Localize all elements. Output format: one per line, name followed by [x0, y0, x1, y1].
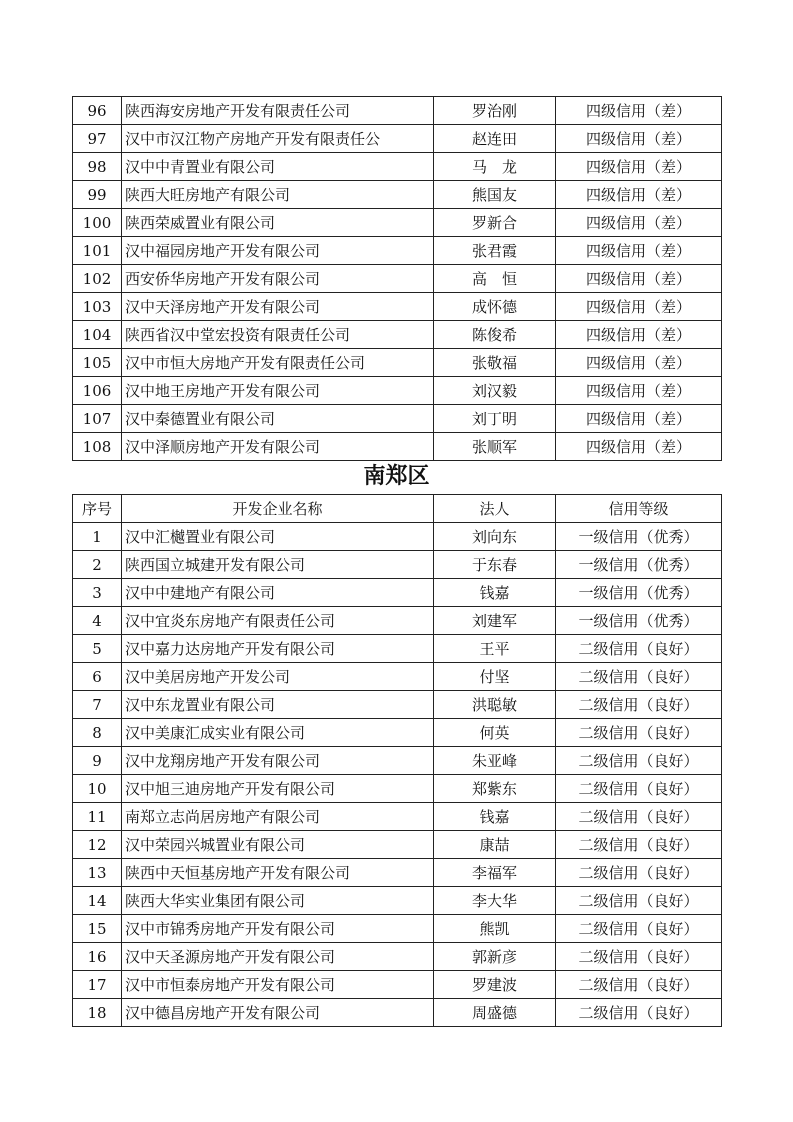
- credit-level: 四级信用（差）: [556, 349, 722, 377]
- company-name: 汉中市恒大房地产开发有限责任公司: [122, 349, 434, 377]
- row-number: 98: [73, 153, 122, 181]
- credit-level: 二级信用（良好）: [556, 803, 722, 831]
- table-row: [73, 209, 722, 237]
- row-number: 104: [73, 321, 122, 349]
- legal-representative: 熊凯: [434, 915, 556, 943]
- legal-representative: 郭新彦: [434, 943, 556, 971]
- company-name: 汉中中青置业有限公司: [122, 153, 434, 181]
- credit-level: 四级信用（差）: [556, 293, 722, 321]
- table-row: [73, 97, 722, 125]
- row-number: 97: [73, 125, 122, 153]
- legal-representative: 陈俊希: [434, 321, 556, 349]
- table-row: [73, 803, 722, 831]
- row-number: 4: [73, 607, 122, 635]
- row-number: 16: [73, 943, 122, 971]
- row-number: 9: [73, 747, 122, 775]
- company-name: 汉中地王房地产开发有限公司: [122, 377, 434, 405]
- legal-representative: 刘向东: [434, 523, 556, 551]
- company-name: 汉中市恒泰房地产开发有限公司: [122, 971, 434, 999]
- row-number: 1: [73, 523, 122, 551]
- credit-level: 四级信用（差）: [556, 237, 722, 265]
- row-number: 15: [73, 915, 122, 943]
- legal-representative: 周盛德: [434, 999, 556, 1027]
- header-credit-level: 信用等级: [556, 495, 722, 523]
- legal-representative: 钱嘉: [434, 579, 556, 607]
- company-name: 汉中泽顺房地产开发有限公司: [122, 433, 434, 461]
- row-number: 11: [73, 803, 122, 831]
- company-name: 汉中龙翔房地产开发有限公司: [122, 747, 434, 775]
- row-number: 102: [73, 265, 122, 293]
- table-row: [73, 181, 722, 209]
- row-number: 6: [73, 663, 122, 691]
- credit-level: 二级信用（良好）: [556, 747, 722, 775]
- table-row: [73, 293, 722, 321]
- row-number: 5: [73, 635, 122, 663]
- row-number: 12: [73, 831, 122, 859]
- table-row: [73, 831, 722, 859]
- credit-level: 二级信用（良好）: [556, 691, 722, 719]
- credit-level: 二级信用（良好）: [556, 719, 722, 747]
- table-row: [73, 775, 722, 803]
- credit-level: 四级信用（差）: [556, 321, 722, 349]
- row-number: 7: [73, 691, 122, 719]
- company-name: 陕西荣威置业有限公司: [122, 209, 434, 237]
- legal-representative: 张顺军: [434, 433, 556, 461]
- legal-representative: 赵连田: [434, 125, 556, 153]
- row-number: 14: [73, 887, 122, 915]
- row-number: 99: [73, 181, 122, 209]
- legal-representative: 刘丁明: [434, 405, 556, 433]
- company-name: 汉中市汉江物产房地产开发有限责任公: [122, 125, 434, 153]
- legal-representative: 张君霞: [434, 237, 556, 265]
- legal-representative: 李福军: [434, 859, 556, 887]
- table-row: [73, 747, 722, 775]
- company-name: 汉中福园房地产开发有限公司: [122, 237, 434, 265]
- credit-level: 一级信用（优秀）: [556, 607, 722, 635]
- credit-level: 四级信用（差）: [556, 377, 722, 405]
- table-row: [73, 635, 722, 663]
- table-row: [73, 551, 722, 579]
- legal-representative: 高 恒: [434, 265, 556, 293]
- row-number: 100: [73, 209, 122, 237]
- legal-representative: 熊国友: [434, 181, 556, 209]
- company-name: 陕西海安房地产开发有限责任公司: [122, 97, 434, 125]
- row-number: 17: [73, 971, 122, 999]
- table-row: [73, 607, 722, 635]
- table-row: [73, 943, 722, 971]
- table-row: [73, 999, 722, 1027]
- company-name: 汉中美居房地产开发公司: [122, 663, 434, 691]
- company-name: 陕西省汉中堂宏投资有限责任公司: [122, 321, 434, 349]
- company-name: 汉中荣园兴城置业有限公司: [122, 831, 434, 859]
- legal-representative: 刘汉毅: [434, 377, 556, 405]
- credit-level: 四级信用（差）: [556, 153, 722, 181]
- legal-representative: 罗新合: [434, 209, 556, 237]
- table-row: [73, 321, 722, 349]
- legal-representative: 马 龙: [434, 153, 556, 181]
- company-name: 汉中德昌房地产开发有限公司: [122, 999, 434, 1027]
- company-name: 汉中旭三迪房地产开发有限公司: [122, 775, 434, 803]
- credit-level: 二级信用（良好）: [556, 943, 722, 971]
- credit-level: 四级信用（差）: [556, 405, 722, 433]
- company-name: 汉中中建地产有限公司: [122, 579, 434, 607]
- table-row: [73, 265, 722, 293]
- legal-representative: 罗治刚: [434, 97, 556, 125]
- row-number: 3: [73, 579, 122, 607]
- credit-level: 一级信用（优秀）: [556, 523, 722, 551]
- table-row: [73, 887, 722, 915]
- company-name: 汉中天圣源房地产开发有限公司: [122, 943, 434, 971]
- company-name: 汉中美康汇成实业有限公司: [122, 719, 434, 747]
- table-row: [73, 433, 722, 461]
- credit-table-nanzheng-body: [73, 523, 722, 1027]
- table-row: [73, 719, 722, 747]
- credit-level: 四级信用（差）: [556, 209, 722, 237]
- legal-representative: 王平: [434, 635, 556, 663]
- legal-representative: 成怀德: [434, 293, 556, 321]
- table-row: [73, 405, 722, 433]
- table-row: [73, 915, 722, 943]
- table-row: [73, 579, 722, 607]
- credit-level: 二级信用（良好）: [556, 663, 722, 691]
- credit-level: 二级信用（良好）: [556, 915, 722, 943]
- table-row: [73, 691, 722, 719]
- header-legal-rep: 法人: [434, 495, 556, 523]
- row-number: 107: [73, 405, 122, 433]
- legal-representative: 朱亚峰: [434, 747, 556, 775]
- table-row: [73, 237, 722, 265]
- legal-representative: 刘建军: [434, 607, 556, 635]
- credit-level: 一级信用（优秀）: [556, 579, 722, 607]
- row-number: 108: [73, 433, 122, 461]
- legal-representative: 洪聪敏: [434, 691, 556, 719]
- table-row: [73, 859, 722, 887]
- legal-representative: 于东春: [434, 551, 556, 579]
- legal-representative: 康喆: [434, 831, 556, 859]
- legal-representative: 郑紫东: [434, 775, 556, 803]
- company-name: 汉中嘉力达房地产开发有限公司: [122, 635, 434, 663]
- row-number: 103: [73, 293, 122, 321]
- company-name: 南郑立志尚居房地产有限公司: [122, 803, 434, 831]
- credit-table-continued: [72, 96, 722, 461]
- row-number: 13: [73, 859, 122, 887]
- row-number: 2: [73, 551, 122, 579]
- row-number: 106: [73, 377, 122, 405]
- table-row: [73, 349, 722, 377]
- row-number: 10: [73, 775, 122, 803]
- table-row: [73, 377, 722, 405]
- row-number: 18: [73, 999, 122, 1027]
- legal-representative: 李大华: [434, 887, 556, 915]
- header-no: 序号: [73, 495, 122, 523]
- company-name: 汉中天泽房地产开发有限公司: [122, 293, 434, 321]
- company-name: 陕西大旺房地产有限公司: [122, 181, 434, 209]
- credit-level: 二级信用（良好）: [556, 887, 722, 915]
- credit-level: 四级信用（差）: [556, 265, 722, 293]
- company-name: 西安侨华房地产开发有限公司: [122, 265, 434, 293]
- company-name: 陕西国立城建开发有限公司: [122, 551, 434, 579]
- credit-level: 四级信用（差）: [556, 125, 722, 153]
- company-name: 陕西大华实业集团有限公司: [122, 887, 434, 915]
- table-row: [73, 125, 722, 153]
- credit-level: 二级信用（良好）: [556, 971, 722, 999]
- company-name: 汉中汇樾置业有限公司: [122, 523, 434, 551]
- credit-level: 四级信用（差）: [556, 181, 722, 209]
- header-company-name: 开发企业名称: [122, 495, 434, 523]
- legal-representative: 何英: [434, 719, 556, 747]
- row-number: 101: [73, 237, 122, 265]
- credit-level: 四级信用（差）: [556, 433, 722, 461]
- credit-level: 二级信用（良好）: [556, 999, 722, 1027]
- legal-representative: 罗建波: [434, 971, 556, 999]
- table-row: [73, 523, 722, 551]
- row-number: 8: [73, 719, 122, 747]
- table-row: [73, 153, 722, 181]
- company-name: 汉中市锦秀房地产开发有限公司: [122, 915, 434, 943]
- row-number: 105: [73, 349, 122, 377]
- credit-table-nanzheng: [72, 494, 722, 1027]
- company-name: 汉中东龙置业有限公司: [122, 691, 434, 719]
- row-number: 96: [73, 97, 122, 125]
- company-name: 陕西中天恒基房地产开发有限公司: [122, 859, 434, 887]
- credit-level: 二级信用（良好）: [556, 635, 722, 663]
- legal-representative: 钱嘉: [434, 803, 556, 831]
- legal-representative: 张敬福: [434, 349, 556, 377]
- credit-level: 一级信用（优秀）: [556, 551, 722, 579]
- company-name: 汉中秦德置业有限公司: [122, 405, 434, 433]
- table-header-row: [73, 495, 722, 523]
- credit-level: 二级信用（良好）: [556, 859, 722, 887]
- table-row: [73, 663, 722, 691]
- company-name: 汉中宜炎东房地产有限责任公司: [122, 607, 434, 635]
- credit-table-continued-body: [73, 97, 722, 461]
- credit-level: 四级信用（差）: [556, 97, 722, 125]
- credit-level: 二级信用（良好）: [556, 831, 722, 859]
- legal-representative: 付坚: [434, 663, 556, 691]
- table-row: [73, 971, 722, 999]
- section-title: 南郑区: [363, 463, 430, 489]
- credit-level: 二级信用（良好）: [556, 775, 722, 803]
